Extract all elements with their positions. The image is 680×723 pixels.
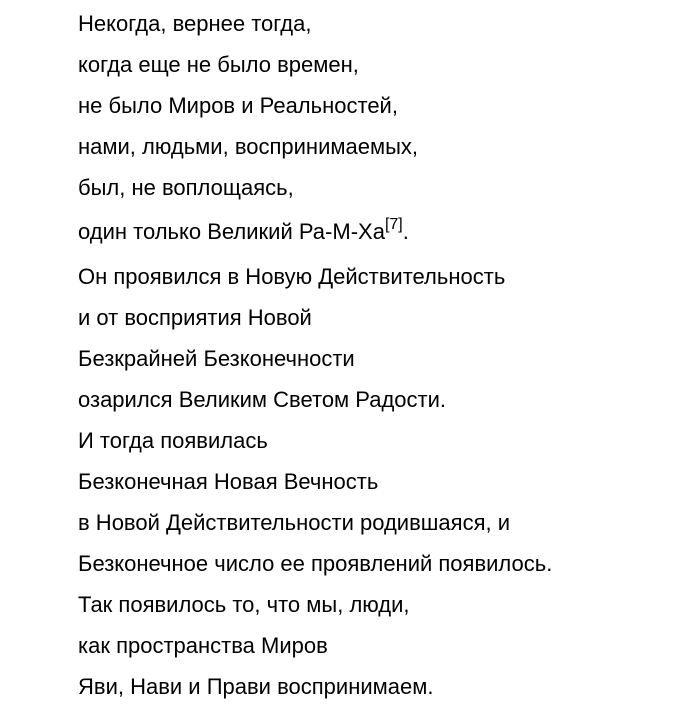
- poem-line: И тогда появилась: [78, 428, 268, 453]
- poem-line-text: один только Великий Ра-М-Ха: [78, 219, 385, 244]
- poem-line: был, не воплощаясь,: [78, 175, 294, 200]
- poem-line: в Новой Действительности родившаяся, и: [78, 510, 510, 535]
- poem-line: озарился Великим Светом Радости.: [78, 387, 447, 412]
- poem-line: Безконечная Новая Вечность: [78, 469, 379, 494]
- poem-line: и от восприятия Новой: [78, 305, 312, 330]
- poem-line: Он проявился в Новую Действительность: [78, 264, 506, 289]
- poem-line: Яви, Нави и Прави воспринимаем.: [78, 674, 434, 699]
- poem-line: Безконечное число ее проявлений появилось.: [78, 551, 553, 576]
- footnote-reference-link[interactable]: [7]: [384, 216, 403, 233]
- poem-line: Некогда, вернее тогда,: [78, 11, 312, 36]
- poem-text: [78, 3, 552, 707]
- poem-line-with-footnote: [78, 208, 552, 256]
- poem-line: Безкрайней Безконечности: [78, 346, 355, 371]
- poem-line: когда еще не было времен,: [78, 52, 359, 77]
- poem-line: Так появилось то, что мы, люди,: [78, 592, 410, 617]
- poem-line: нами, людьми, воспринимаемых,: [78, 134, 419, 159]
- poem-line: как пространства Миров: [78, 633, 328, 658]
- poem-line: не было Миров и Реальностей,: [78, 93, 398, 118]
- poem-line-punctuation: .: [402, 219, 409, 244]
